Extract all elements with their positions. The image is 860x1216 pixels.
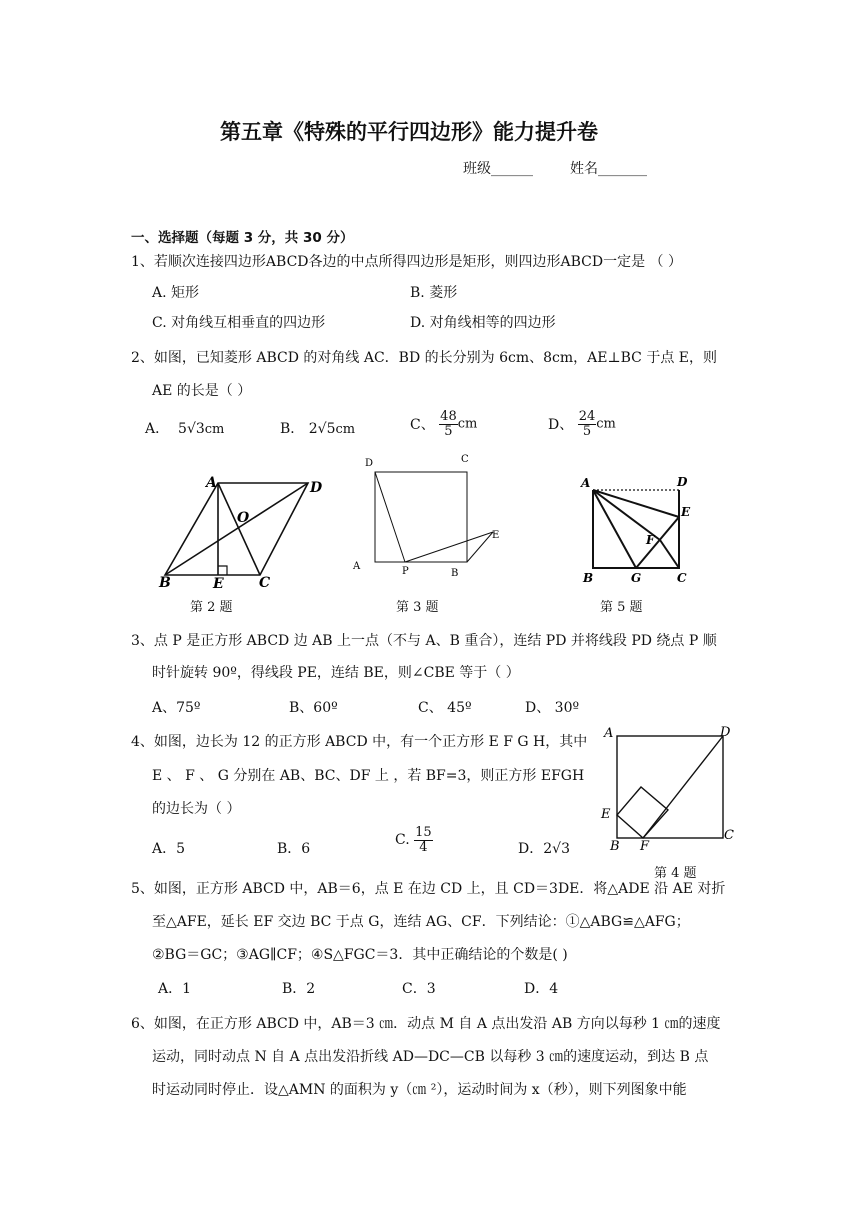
q5-option-a: A．1: [158, 981, 192, 997]
label-a: A: [206, 475, 217, 491]
label-d: D: [677, 475, 688, 489]
caption-fig4: 第 4 题: [654, 866, 697, 881]
section-heading: 一、选择题（每题 3 分，共 30 分）: [131, 230, 354, 246]
q3-option-a: A、75º: [152, 700, 201, 716]
q3-line1: 3、点 P 是正方形 ABCD 边 AB 上一点（不与 A、B 重合），连结 PD 并将线段 PD 绕点 P 顺: [131, 633, 717, 649]
q5-line1: 5、如图，正方形 ABCD 中，AB＝6，点 E 在边 CD 上，且 CD＝3DE．将△ADE 沿 AE 对折: [131, 881, 726, 897]
q4-option-d: D．2√3: [518, 841, 570, 857]
q5-line3: ②BG＝GC；③AG∥CF；④S△FGC＝3．其中正确结论的个数是( ): [152, 947, 568, 963]
q1-stem: 1、若顺次连接四边形ABCD各边的中点所得四边形是矩形，则四边形ABCD一定是 （ ）: [131, 254, 682, 270]
figure-nested-square: [596, 722, 746, 852]
q1-option-d: D. 对角线相等的四边形: [410, 315, 556, 331]
q3-line2: 时针旋转 90º，得线段 PE，连结 BE，则∠CBE 等于（ ）: [152, 665, 520, 681]
q6-line3: 时运动同时停止．设△AMN 的面积为 y（㎝ ²），运动时间为 x（秒），则下列图象中能: [152, 1082, 687, 1098]
q2-line1: 2、如图，已知菱形 ABCD 的对角线 AC．BD 的长分别为 6cm、8cm，AE⊥BC 于点 E，则: [131, 350, 718, 366]
label-c: C: [259, 575, 271, 590]
label-a: A: [581, 476, 591, 490]
label-d: D: [720, 725, 731, 740]
q4-option-c: C. $\frac{15}{4}$: [395, 825, 432, 855]
figure-folded-square: [575, 470, 700, 588]
label-e: E: [601, 807, 611, 822]
caption-fig5: 第 5 题: [600, 600, 643, 615]
q4-line3: 的边长为（ ）: [152, 801, 241, 817]
q5-option-d: D．4: [524, 981, 559, 997]
q5-option-b: B．2: [282, 981, 316, 997]
label-d: D: [310, 480, 323, 496]
figure-square-rotation: [345, 450, 510, 590]
label-p: P: [402, 566, 409, 577]
q5-line2: 至△AFE，延长 EF 交边 BC 于点 G，连结 AG、CF．下列结论：①△ABG≌△AFG；: [152, 914, 690, 930]
q6-line1: 6、如图，在正方形 ABCD 中，AB＝3 ㎝．动点 M 自 A 点出发沿 AB 方向以每秒 1 ㎝的速度: [131, 1016, 721, 1032]
label-d: D: [365, 458, 374, 469]
label-c: C: [724, 828, 734, 843]
label-b: B: [451, 568, 459, 579]
label-e: E: [681, 505, 691, 519]
label-f: F: [640, 839, 650, 852]
label-c: C: [461, 454, 469, 465]
q4-option-b: B．6: [277, 841, 311, 857]
q2-line2: AE 的长是（ ）: [152, 383, 252, 399]
q3-option-c: C、 45º: [418, 700, 472, 716]
q3-option-b: B、60º: [289, 700, 338, 716]
label-b: B: [583, 571, 594, 585]
label-f: F: [646, 533, 655, 547]
label-b: B: [610, 839, 620, 852]
q6-line2: 运动，同时动点 N 自 A 点出发沿折线 AD—DC—CB 以每秒 3 ㎝的速度运动，到达 B 点: [152, 1049, 709, 1065]
q1-option-b: B. 菱形: [410, 285, 458, 301]
q1-option-a: A. 矩形: [152, 285, 200, 301]
q5-option-c: C．3: [402, 981, 436, 997]
label-o: O: [237, 510, 250, 526]
q2-option-c: C、 $\frac{48}{5}$ cm: [410, 409, 478, 439]
caption-fig3: 第 3 题: [396, 600, 439, 615]
q2-option-b: B． 2√5cm: [280, 421, 356, 437]
caption-fig2: 第 2 题: [190, 600, 233, 615]
label-g: G: [631, 571, 642, 585]
label-a: A: [604, 726, 614, 741]
q1-option-c: C. 对角线互相垂直的四边形: [152, 315, 326, 331]
label-e: E: [492, 530, 500, 541]
label-e: E: [213, 576, 224, 590]
label-b: B: [159, 575, 171, 590]
q4-option-a: A．5: [152, 841, 186, 857]
label-a: A: [353, 561, 361, 572]
name-field: 姓名_______: [570, 161, 647, 177]
q3-option-d: D、 30º: [525, 700, 580, 716]
label-c: C: [677, 571, 687, 585]
q2-option-a: A． 5√3cm: [145, 421, 225, 437]
class-field: 班级______: [463, 161, 533, 177]
page-title: 第五章《特殊的平行四边形》能力提升卷: [220, 120, 598, 144]
q4-line2: E 、 F 、 G 分别在 AB、BC、DF 上 ，若 BF=3，则正方形 EFGH: [152, 768, 585, 784]
q2-option-d: D、 $\frac{24}{5}$ cm: [548, 409, 616, 439]
figure-rhombus: [155, 470, 335, 590]
q4-line1: 4、如图，边长为 12 的正方形 ABCD 中，有一个正方形 E F G H，其中: [131, 734, 588, 750]
